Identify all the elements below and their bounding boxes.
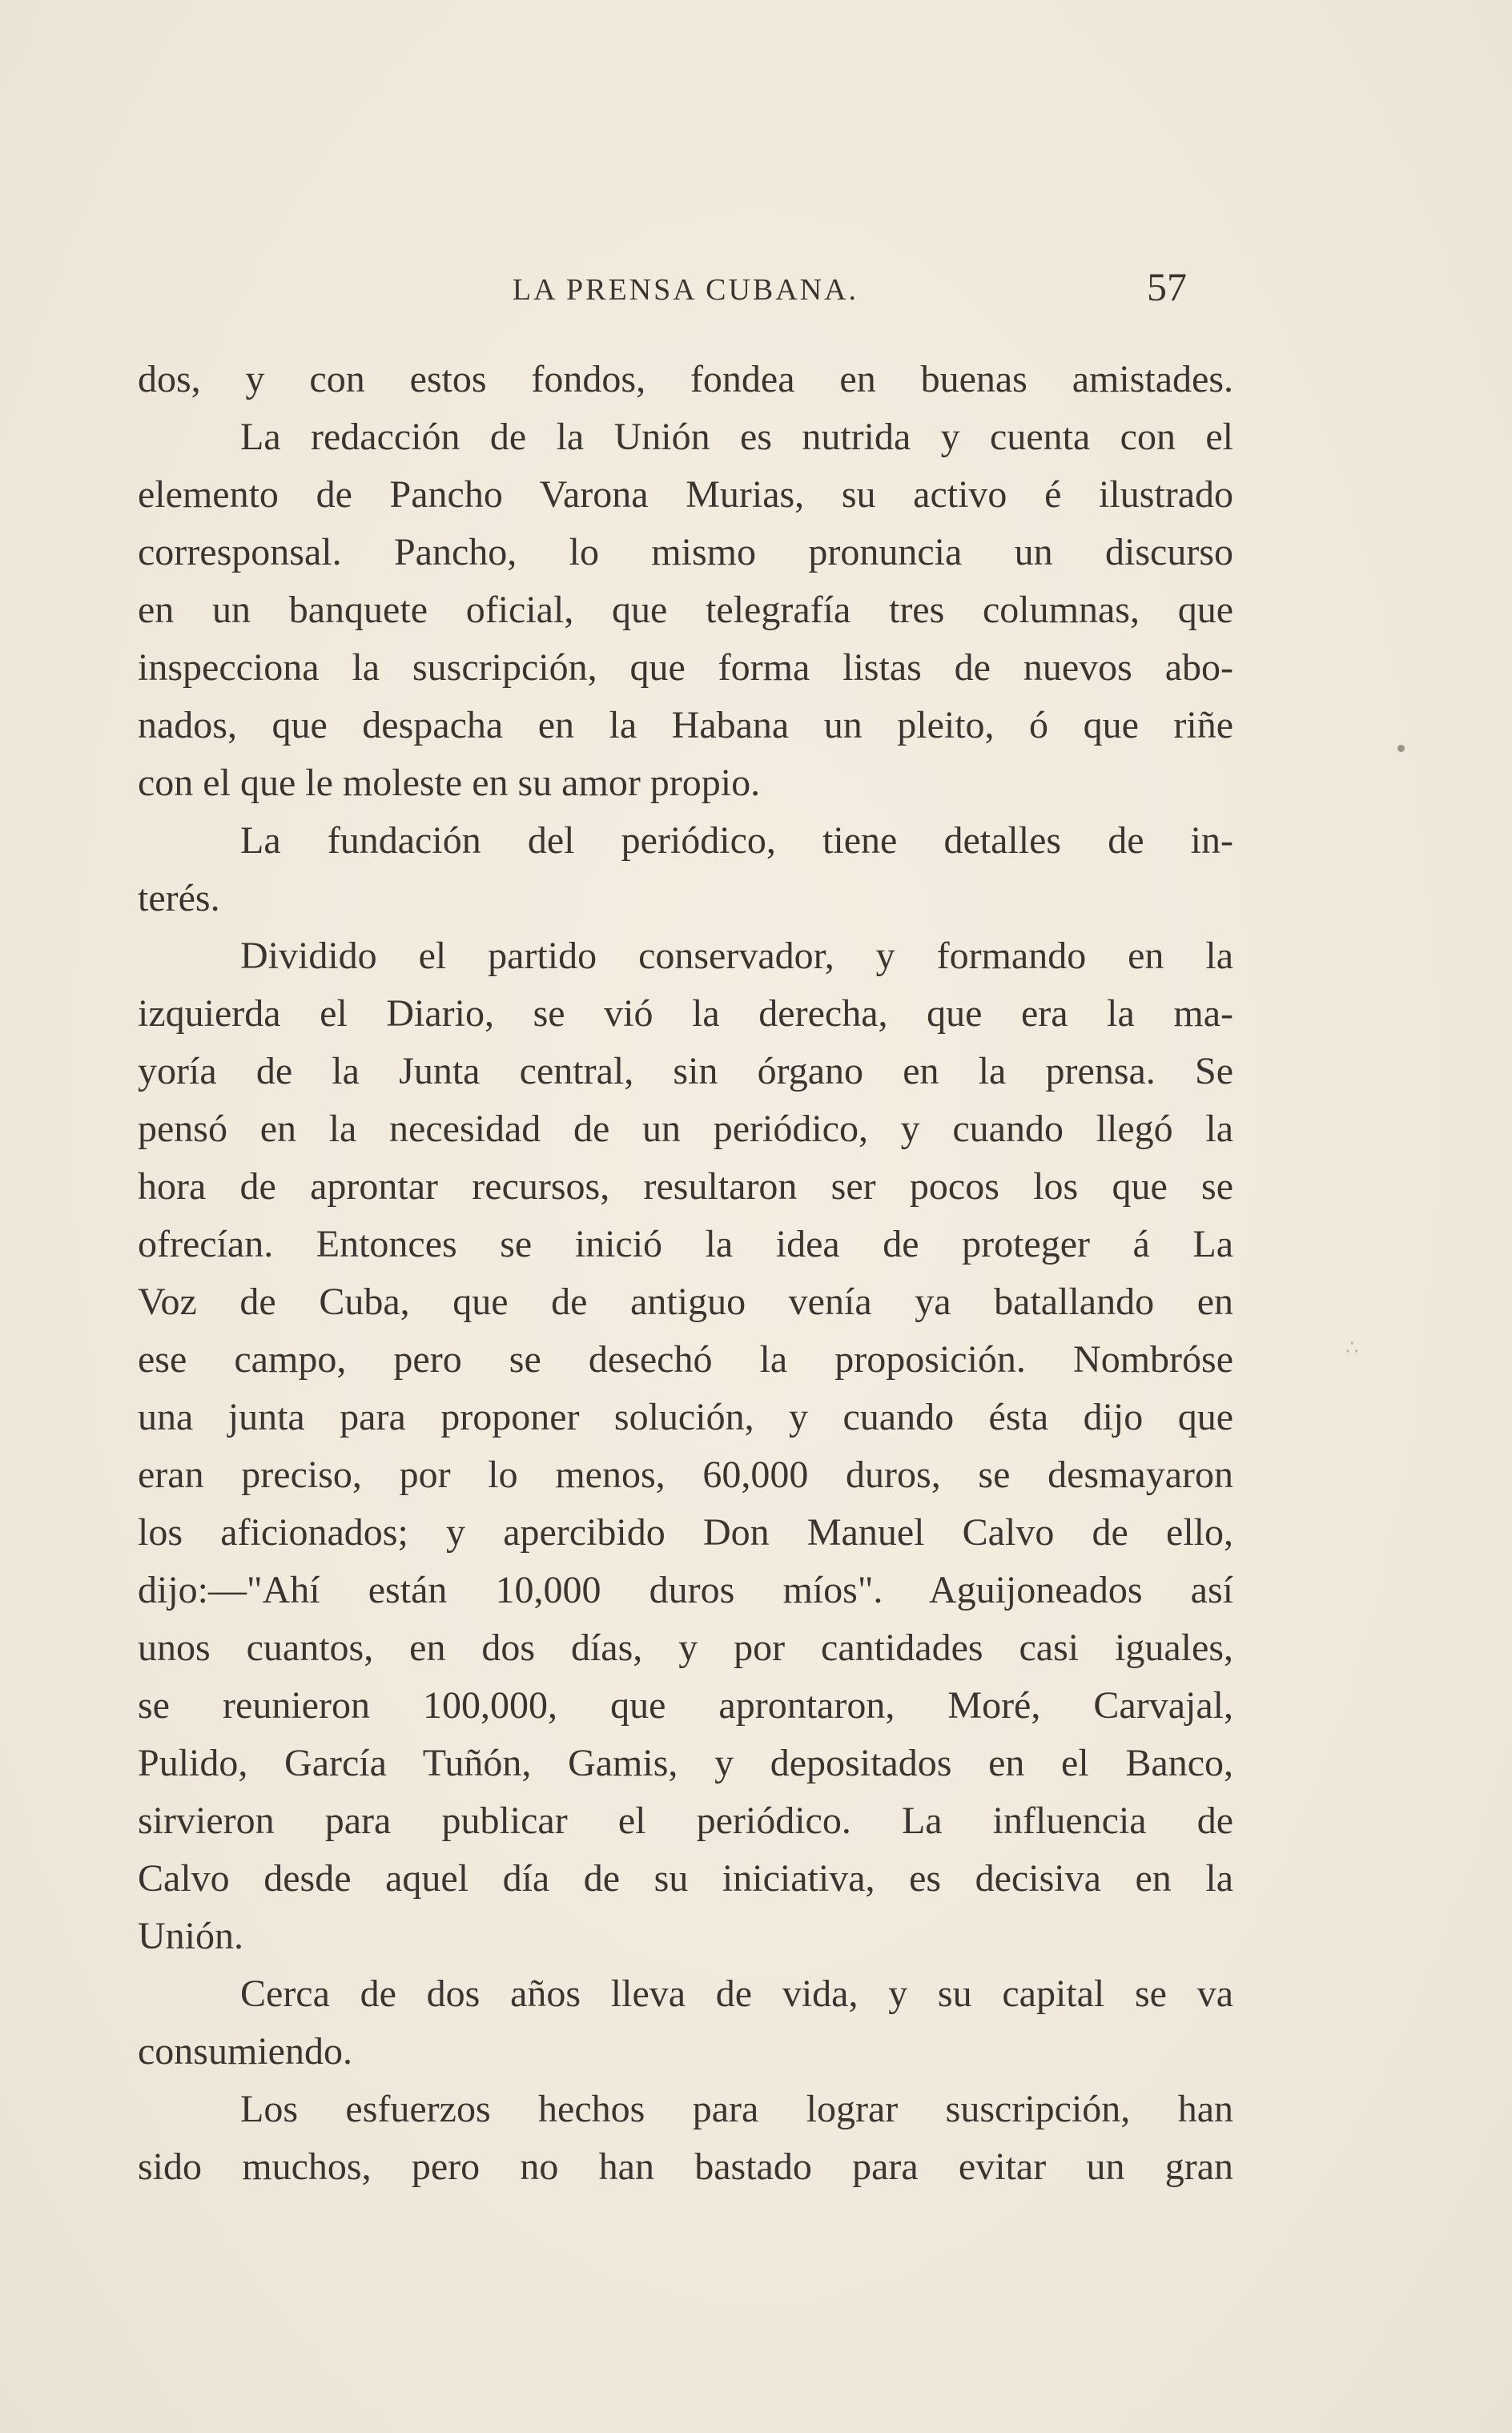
text-line-29: Cerca de dos años lleva de vida, y su capital se va <box>240 1973 1233 2015</box>
text-line-16: ofrecían. Entonces se inició la idea de proteger á La <box>138 1223 1233 1265</box>
text-line-14: pensó en la necesidad de un periódico, y cuando llegó la <box>138 1108 1233 1150</box>
text-line-15: hora de aprontar recursos, resultaron ser pocos los que se <box>138 1165 1233 1208</box>
text-line-18: ese campo, pero se desechó la proposición. Nombróse <box>138 1338 1233 1381</box>
text-line-26: sirvieron para publicar el periódico. La influencia de <box>138 1800 1233 1842</box>
text-line-32: sido muchos, pero no han bastado para evitar un gran <box>138 2145 1233 2188</box>
text-line-23: unos cuantos, en dos días, y por cantidades casi iguales, <box>138 1627 1233 1669</box>
text-line-25: Pulido, García Tuñón, Gamis, y depositados en el Banco, <box>138 1742 1233 1784</box>
text-line-3: elemento de Pancho Varona Murias, su activo é ilustrado <box>138 473 1233 516</box>
text-line-21: los aficionados; y apercibido Don Manuel Calvo de ello, <box>138 1511 1233 1554</box>
text-line-5: en un banquete oficial, que telegrafía tres columnas, que <box>138 589 1233 631</box>
text-line-13: yoría de la Junta central, sin órgano en la prensa. Se <box>138 1050 1233 1092</box>
text-line-22: dijo:—"Ahí están 10,000 duros míos". Aguijoneados así <box>138 1569 1233 1611</box>
text-line-12: izquierda el Diario, se vió la derecha, que era la ma- <box>138 992 1233 1035</box>
text-line-4: corresponsal. Pancho, lo mismo pronuncia un discurso <box>138 531 1233 573</box>
text-line-1: dos, y con estos fondos, fondea en buenas amistades. <box>138 358 1233 400</box>
text-line-20: eran preciso, por lo menos, 60,000 duros, se desmayaron <box>138 1454 1233 1496</box>
page-number: 57 <box>1147 264 1187 309</box>
text-line-27: Calvo desde aquel día de su iniciativa, es decisiva en la <box>138 1857 1233 1900</box>
page-header <box>138 266 1233 314</box>
text-line-24: se reunieron 100,000, que aprontaron, Moré, Carvajal, <box>138 1684 1233 1727</box>
text-line-6: inspecciona la suscripción, que forma listas de nuevos abo- <box>138 646 1233 689</box>
text-line-2: La redacción de la Unión es nutrida y cuenta con el <box>240 416 1233 458</box>
text-line-31: Los esfuerzos hechos para lograr suscripción, han <box>240 2088 1233 2130</box>
text-line-19: una junta para proponer solución, y cuando ésta dijo que <box>138 1396 1233 1438</box>
text-line-17: Voz de Cuba, que de antiguo venía ya batallando en <box>138 1281 1233 1323</box>
text-line-10: terés. <box>138 877 220 919</box>
body-text <box>138 351 1233 2196</box>
text-line-8: con el que le moleste en su amor propio. <box>138 762 761 804</box>
text-line-11: Dividido el partido conservador, y formando en la <box>240 935 1233 977</box>
text-line-28: Unión. <box>138 1915 243 1957</box>
paper-fleck: ∴ <box>1345 1336 1359 1359</box>
paper-speck <box>1397 745 1405 752</box>
text-line-7: nados, que despacha en la Habana un pleito, ó que riñe <box>138 704 1233 746</box>
running-head: LA PRENSA CUBANA. <box>512 273 859 307</box>
text-line-9: La fundación del periódico, tiene detalles de in- <box>240 819 1233 862</box>
text-line-30: consumiendo. <box>138 2030 352 2073</box>
